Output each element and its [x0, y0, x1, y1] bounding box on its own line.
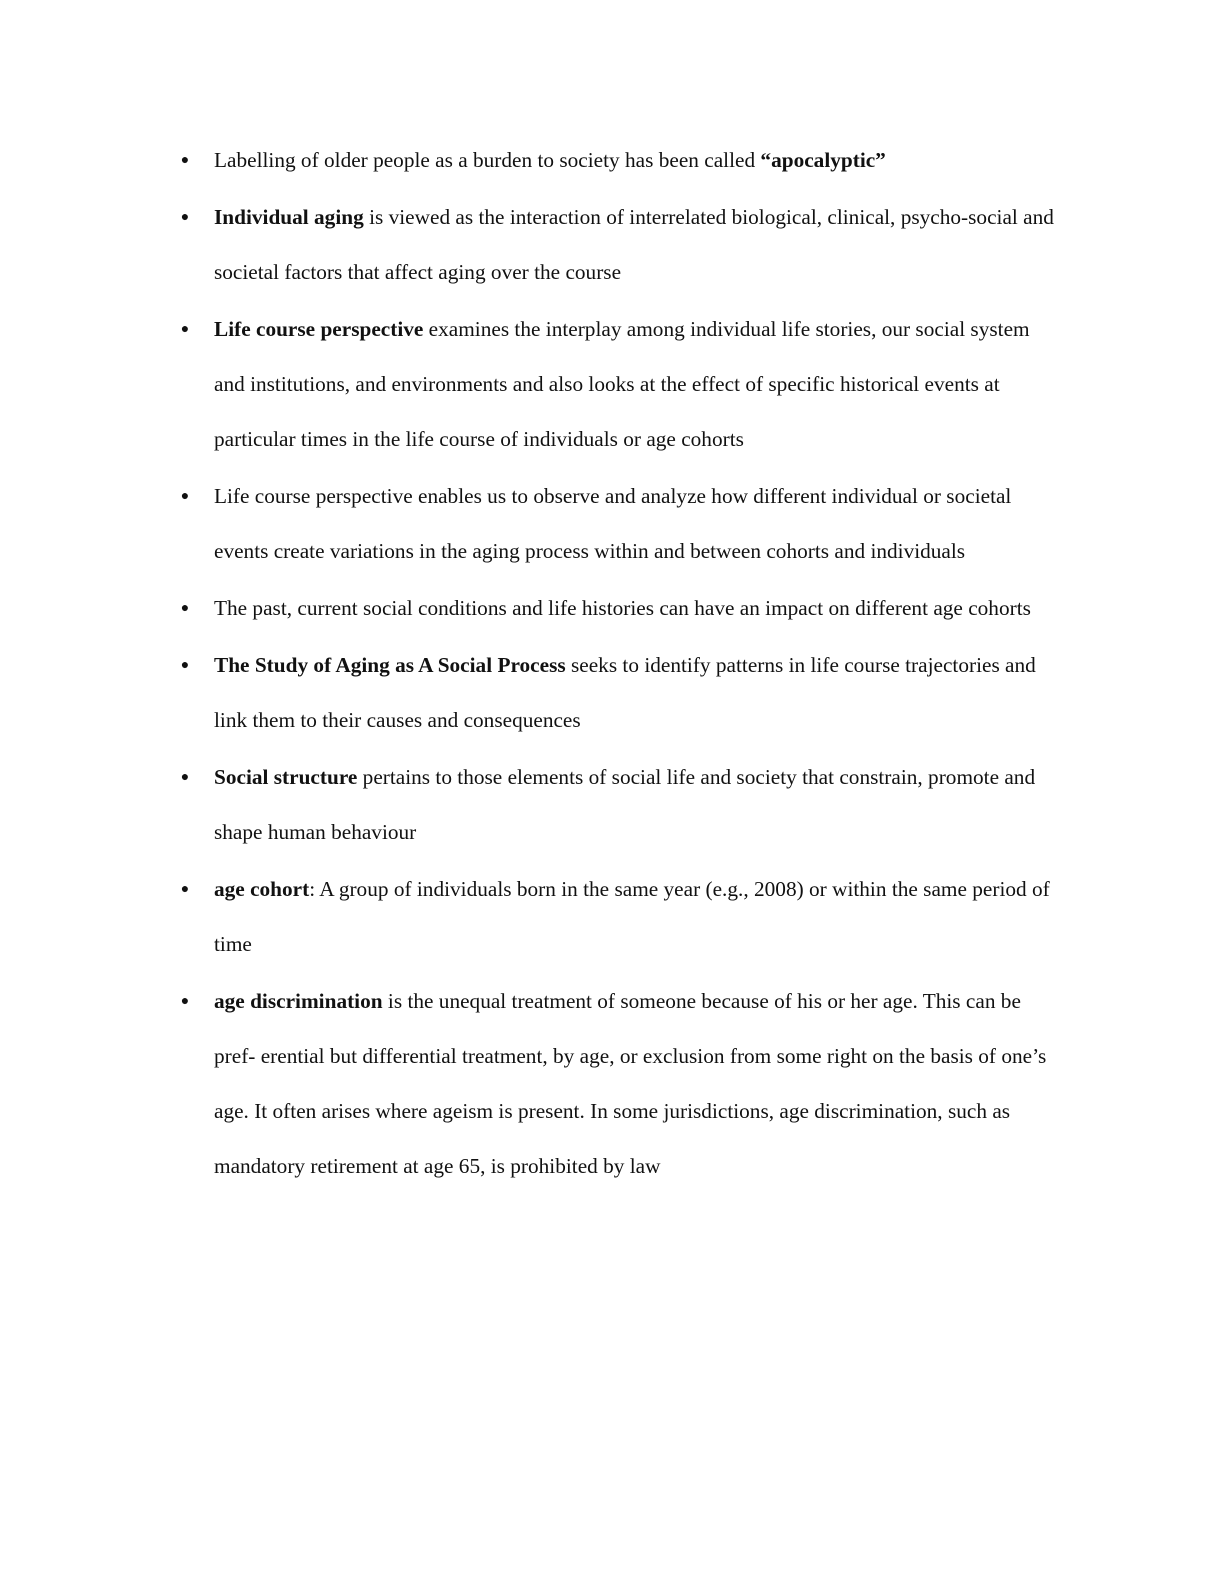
- bullet-list: [0, 133, 1224, 1196]
- bold-term: Individual aging: [214, 205, 364, 229]
- list-item-text: [214, 148, 886, 172]
- bullet-icon: ●: [180, 658, 190, 673]
- item-body: Life course perspective enables us to observe and analyze how different individual or societal events create variations in the aging process within and between cohorts and individuals: [214, 484, 1012, 563]
- bullet-icon: ●: [180, 882, 190, 897]
- list-item: [0, 974, 1224, 1194]
- bullet-icon: ●: [180, 770, 190, 785]
- list-item: [0, 638, 1224, 748]
- bullet-icon: ●: [180, 994, 190, 1009]
- list-item-text: [214, 877, 1050, 956]
- list-item: [0, 133, 1224, 188]
- list-item: [0, 190, 1224, 300]
- item-body: examines the interplay among individual life stories, our social system and institutions, and environments and also looks at the effect of specific historical events at particular times in the life course of individuals or age cohorts: [214, 317, 1030, 451]
- bold-term: The Study of Aging as A Social Process: [214, 653, 566, 677]
- list-item-text: [214, 205, 1054, 284]
- bullet-icon: ●: [180, 489, 190, 504]
- list-item-text: [214, 317, 1030, 451]
- item-body: The past, current social conditions and life histories can have an impact on different age cohorts: [214, 596, 1031, 620]
- bold-term: age cohort: [214, 877, 310, 901]
- list-item-text: [214, 653, 1036, 732]
- list-item-text: [214, 596, 1031, 620]
- list-item: [0, 302, 1224, 467]
- item-body: Labelling of older people as a burden to society has been called: [214, 148, 761, 172]
- bold-term: age discrimination: [214, 989, 383, 1013]
- list-item: [0, 581, 1224, 636]
- bullet-icon: ●: [180, 322, 190, 337]
- list-item: [0, 469, 1224, 579]
- item-body: is viewed as the interaction of interrelated biological, clinical, psycho-social and societal factors that affect aging over the course: [214, 205, 1054, 284]
- bullet-icon: ●: [180, 210, 190, 225]
- list-item-text: [214, 484, 1011, 563]
- bullet-icon: ●: [180, 601, 190, 616]
- list-item-text: [214, 989, 1046, 1178]
- bold-term-end: “apocalyptic”: [760, 148, 886, 172]
- item-body: pertains to those elements of social life and society that constrain, promote and shape human behaviour: [214, 765, 1036, 844]
- item-body: : A group of individuals born in the same year (e.g., 2008) or within the same period of time: [214, 877, 1050, 956]
- list-item: [0, 750, 1224, 860]
- bold-term: Social structure: [214, 765, 358, 789]
- bullet-icon: ●: [180, 153, 190, 168]
- list-item-text: [214, 765, 1035, 844]
- item-body: is the unequal treatment of someone because of his or her age. This can be pref- erential but differential treatment, by age, or exclusion from some right on the basis of one’s age. It often arises where ageism is present. In some jurisdictions, age discrimination, such as mandatory retirement at age 65, is prohibited by law: [214, 989, 1047, 1178]
- bold-term: Life course perspective: [214, 317, 424, 341]
- item-body: seeks to identify patterns in life course trajectories and link them to their causes and consequences: [214, 653, 1036, 732]
- list-item: [0, 862, 1224, 972]
